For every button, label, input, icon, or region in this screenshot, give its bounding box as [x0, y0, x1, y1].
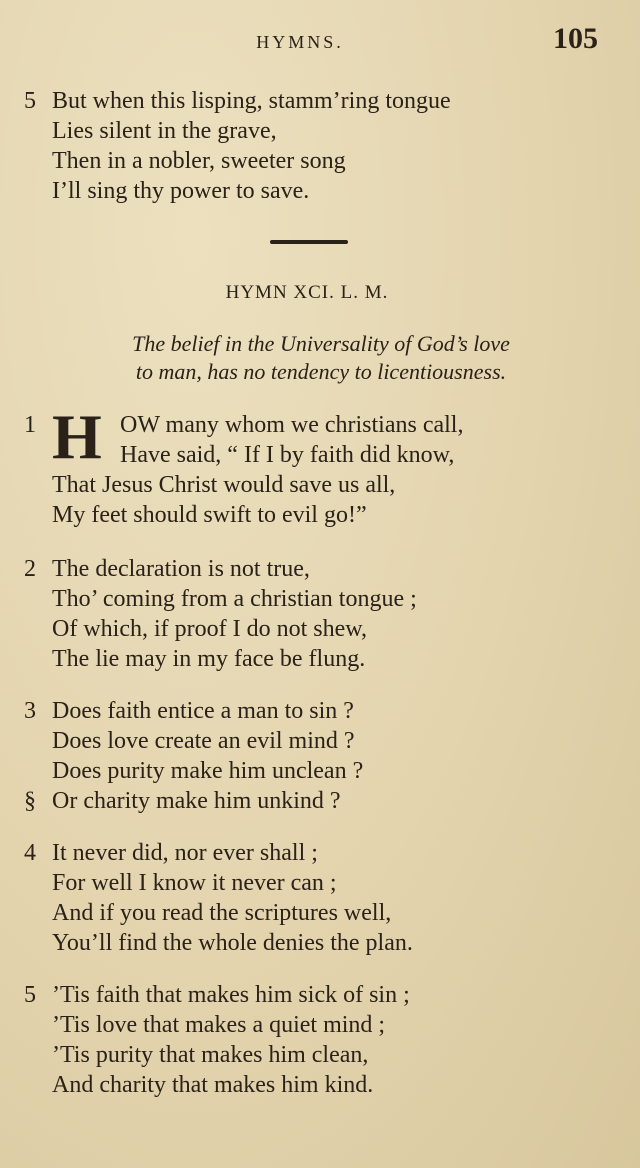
stanza-line: 5 But when this lisping, stamm’ring tongue [24, 88, 451, 114]
stanza-line: 4 It never did, nor ever shall ; [24, 840, 318, 866]
stanza-line: Tho’ coming from a christian tongue ; [52, 586, 417, 612]
stanza-line: 3 Does faith entice a man to sin ? [24, 698, 354, 724]
stanza-line: Have said, “ If I by faith did know, [120, 442, 455, 468]
stanza-line: Lies silent in the grave, [52, 118, 277, 144]
stanza-line: You’ll find the whole denies the plan. [52, 930, 413, 956]
hymn-stanza-2 [24, 554, 614, 674]
stanza-line: That Jesus Christ would save us all, [52, 472, 396, 498]
hymn-subtitle [28, 330, 614, 386]
prev-hymn-stanza-5 [24, 86, 614, 206]
stanza-number: 5 [24, 88, 36, 114]
hymn-stanza-4 [24, 838, 614, 958]
stanza-line: 2 The declaration is not true, [24, 556, 310, 582]
stanza-line: For well I know it never can ; [52, 870, 337, 896]
stanza-line: 1 OW many whom we christians call, [24, 412, 464, 438]
running-title: HYMNS. [256, 32, 344, 52]
stanza-line: § Or charity make him unkind ? [24, 788, 341, 814]
stanza-line: The lie may in my face be flung. [52, 646, 366, 672]
stanza-number: 5 [24, 982, 36, 1008]
stanza-line: Of which, if proof I do not shew, [52, 616, 368, 642]
stanza-line: 5 ’Tis faith that makes him sick of sin ; [24, 982, 410, 1008]
stanza-line: Does love create an evil mind ? [52, 728, 355, 754]
signature-mark: § [24, 788, 36, 814]
stanza-line: And if you read the scriptures well, [52, 900, 392, 926]
drop-cap: H [52, 401, 102, 472]
stanza-number: 2 [24, 556, 36, 582]
stanza-number: 1 [24, 412, 36, 438]
stanza-line: My feet should swift to evil go!” [52, 502, 367, 528]
stanza-line: I’ll sing thy power to save. [52, 178, 310, 204]
stanza-number: 3 [24, 698, 36, 724]
hymn-stanza-5 [24, 980, 614, 1100]
stanza-line: ’Tis love that makes a quiet mind ; [52, 1012, 386, 1038]
stanza-line: ’Tis purity that makes him clean, [52, 1042, 369, 1068]
stanza-number: 4 [24, 840, 36, 866]
section-divider-rule [270, 240, 348, 244]
hymn-stanza-1 [24, 410, 614, 530]
stanza-line: Then in a nobler, sweeter song [52, 148, 346, 174]
subtitle-line-1: The belief in the Universality of God’s love [132, 331, 510, 356]
hymn-title: HYMN XCI. L. M. [225, 282, 389, 303]
stanza-line: Does purity make him unclean ? [52, 758, 364, 784]
subtitle-line-2: to man, has no tendency to licentiousness. [135, 359, 507, 384]
page-number: 105 [553, 22, 598, 55]
stanza-line: And charity that makes him kind. [52, 1072, 374, 1098]
hymn-stanza-3 [24, 696, 614, 816]
